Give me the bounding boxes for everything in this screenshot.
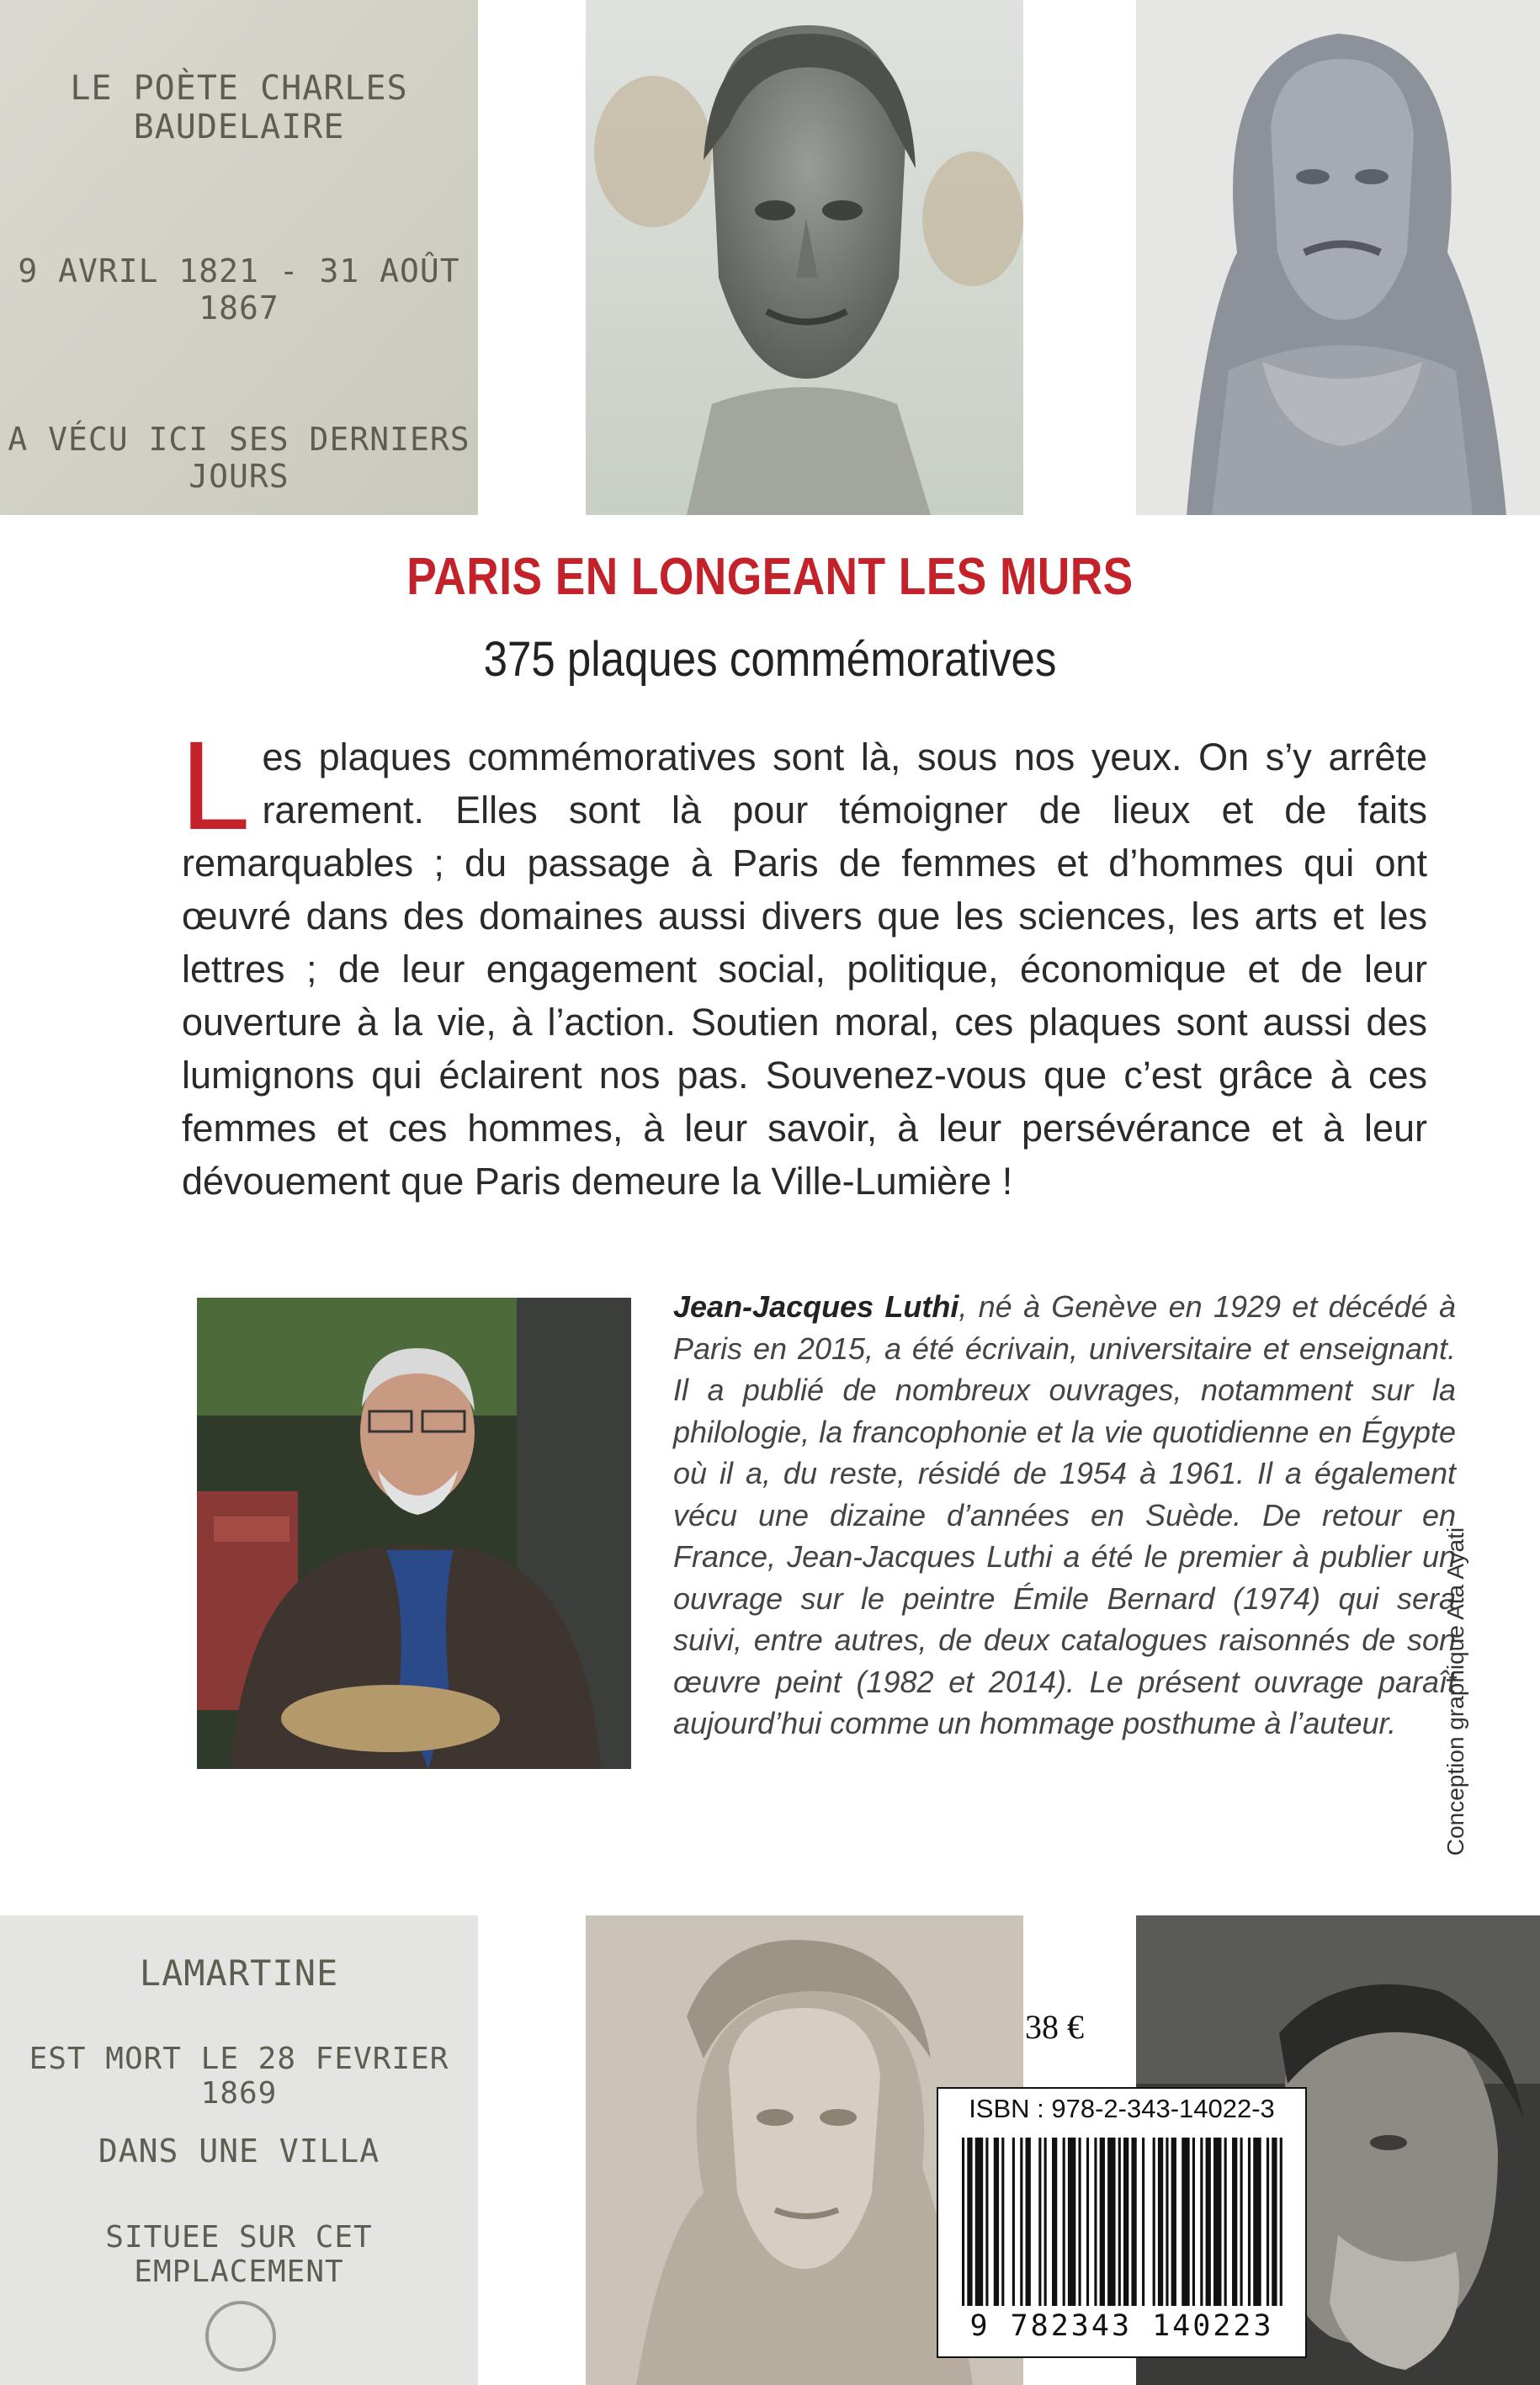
credit-text: Conception graphique Ata Ayati (1442, 1527, 1468, 1856)
plaque-line: A VÉCU ICI SES DERNIERS JOURS (8, 421, 470, 495)
plaque-line: EST MORT LE 28 FEVRIER 1869 (29, 2042, 449, 2111)
intro-text: es plaques commémoratives sont là, sous nos yeux. On s’y arrête rarement. Elles sont là pour témoigner de lieux et de faits remarquables ; du passage à Paris de femmes et d’hommes qui ont œuvré dans des domaines aussi divers que les sciences, les arts et les lettres ; de leur engagement social, politique, économique et de leur ouverture à la vie, à l’action. Soutien moral, ces plaques sont aussi des lumignons qui éclairent nos pas. Souvenez-vous que c’est grâce à ces femmes et ces hommes, à leur savoir, à leur persévérance et à leur dévouement que Paris demeure la Ville-Lumière ! (182, 736, 1427, 1203)
author-name: Jean-Jacques Luthi (673, 1289, 959, 1324)
bio-text: , né à Genève en 1929 et décédé à Paris en 2015, a été écrivain, universitaire et enseignant. Il a publié de nombreux ouvrages, notamment sur la philologie, la francophonie et la vie quotidienne en Égypte où il a, du reste, résidé de 1954 à 1961. Il a également vécu une dizaine d’années en Suède. De retour en France, Jean-Jacques Luthi a été le premier à publier un ouvrage sur le peintre Émile Bernard (1974) qui sera suivi, entre autres, de deux catalogues raisonnés de son œuvre peint (1982 et 2014). Le présent ouvrage paraît aujourd’hui comme un hommage posthume à l’auteur. (673, 1289, 1457, 1740)
book-title: PARIS EN LONGEANT LES MURS (406, 548, 1134, 606)
plaque-line: 9 AVRIL 1821 - 31 AOÛT 1867 (18, 252, 460, 327)
bust-statue-photo (586, 0, 1023, 515)
author-bio (673, 1286, 1456, 1745)
design-credit (1439, 1523, 1481, 1860)
isbn-barcode-box (937, 2087, 1307, 2358)
drop-cap: L (180, 714, 251, 856)
plaque-lamartine-photo (0, 1915, 478, 2385)
barcode-icon (962, 2138, 1285, 2306)
author-photo (197, 1298, 631, 1769)
isbn-label: ISBN : 978-2-343-14022-3 (969, 2094, 1275, 2123)
bust-statue-photo (1136, 0, 1540, 515)
isbn-digits: 9 782343 140223 (969, 2309, 1274, 2343)
plaque-line: DANS UNE VILLA (98, 2133, 380, 2170)
price-label: 38 € (1025, 2008, 1084, 2046)
plaque-baudelaire-photo (0, 0, 478, 515)
plaque-line: LE POÈTE CHARLES BAUDELAIRE (70, 69, 408, 146)
intro-paragraph (180, 714, 1427, 1208)
plaque-line: SITUEE SUR CET EMPLACEMENT (105, 2220, 373, 2289)
plaque-line: LAMARTINE (139, 1952, 339, 1994)
book-subtitle: 375 plaques commémoratives (483, 632, 1057, 687)
